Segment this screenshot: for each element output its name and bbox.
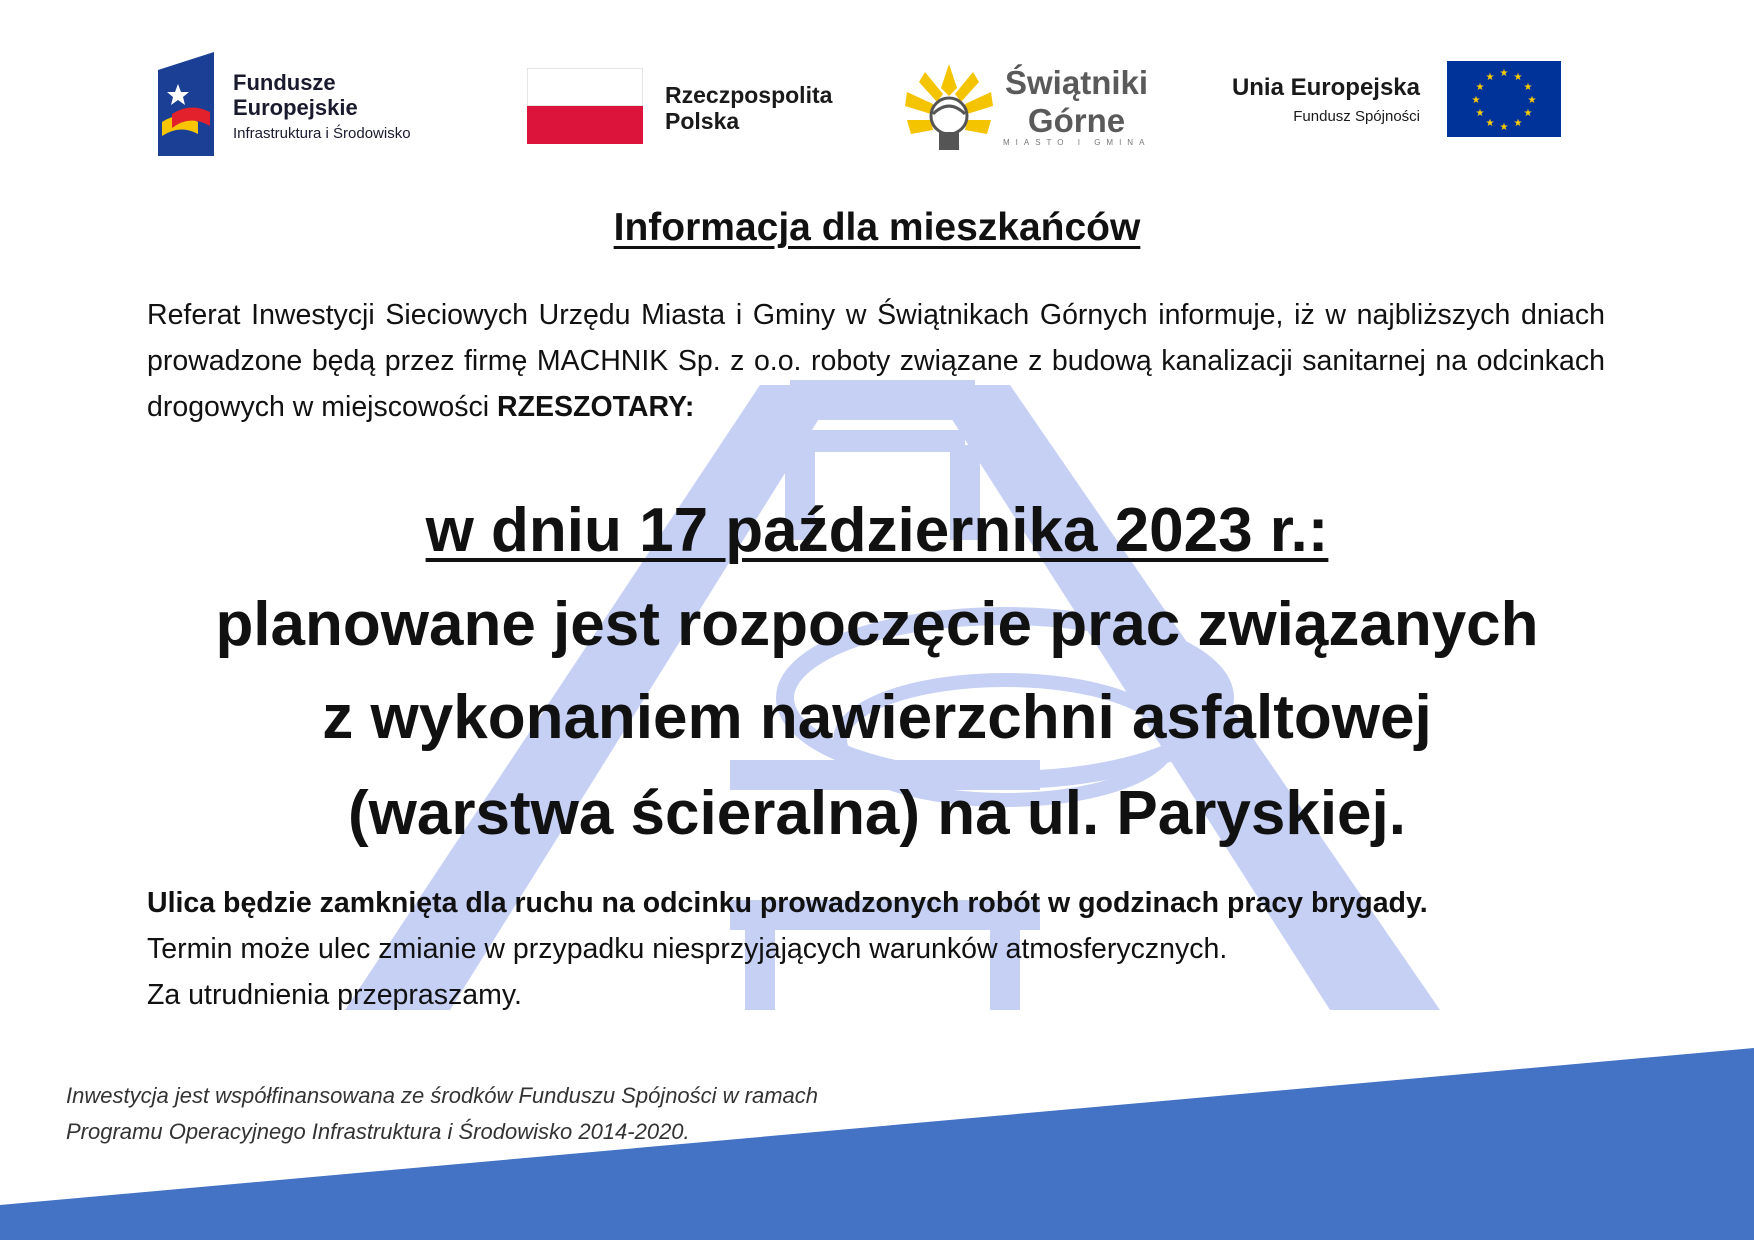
funding-note: [66, 1078, 818, 1150]
fe-subtitle: Infrastruktura i Środowisko: [233, 125, 411, 142]
rp-line-2: Polska: [665, 108, 740, 134]
fe-mark-icon: [158, 52, 214, 156]
sg-tagline: MIASTO I GMINA: [1003, 138, 1151, 147]
closing-line-3: Za utrudnienia przepraszamy.: [147, 979, 522, 1011]
polish-flag-icon: [527, 68, 643, 144]
svg-text:★: ★: [1471, 95, 1481, 106]
announcement-date: w dniu 17 października 2023 r.:: [425, 496, 1329, 565]
sg-line-1: Świątniki: [1005, 64, 1149, 101]
svg-text:★: ★: [1485, 118, 1495, 129]
closing-line-1: Ulica będzie zamknięta dla ruchu na odcinku prowadzonych robót w godzinach pracy brygady.: [147, 887, 1428, 919]
sg-logo-text: [1005, 64, 1148, 140]
sg-line-2: Górne: [1027, 102, 1126, 139]
page-title: Informacja dla mieszkańców: [613, 206, 1141, 249]
eu-flag-icon: [1447, 61, 1561, 137]
intro-paragraph: [147, 292, 1605, 430]
ue-subtitle: Fundusz Spójności: [1293, 108, 1420, 125]
funding-note-line-2: Programu Operacyjnego Infrastruktura i Środowisko 2014-2020.: [66, 1119, 690, 1144]
fe-title-1: Fundusze: [233, 70, 336, 95]
fe-logo-text: [233, 70, 411, 145]
svg-text:★: ★: [1523, 82, 1533, 93]
intro-text: Referat Inwestycji Sieciowych Urzędu Miasta i Gminy w Świątnikach Górnych informuje, iż w najbliższych dniach prowadzone będą przez firmę MACHNIK Sp. z o.o. roboty związane z budową kanalizacji sanitarnej na odcinkach drogowych w miejscowości: [147, 299, 1605, 423]
fe-title-2: Europejskie: [233, 95, 358, 120]
svg-text:★: ★: [1485, 72, 1495, 83]
ue-title: Unia Europejska: [1231, 74, 1420, 101]
closing-line-2: Termin może ulec zmianie w przypadku niesprzyjających warunków atmosferycznych.: [147, 933, 1228, 965]
announcement-line-1: planowane jest rozpoczęcie prac związanych: [215, 590, 1539, 659]
svg-text:★: ★: [1499, 122, 1509, 133]
svg-text:★: ★: [1527, 95, 1537, 106]
rp-logo-text: [665, 82, 832, 134]
rp-line-1: Rzeczpospolita: [665, 82, 833, 108]
svg-text:★: ★: [1499, 68, 1509, 79]
funding-note-line-1: Inwestycja jest współfinansowana ze środków Funduszu Spójności w ramach: [66, 1083, 819, 1108]
svg-text:★: ★: [1513, 118, 1523, 129]
ue-logo-text: [1220, 74, 1420, 128]
announcement-line-3: (warstwa ścieralna) na ul. Paryskiej.: [348, 779, 1406, 848]
svg-text:★: ★: [1523, 108, 1533, 119]
swiatniki-gorne-crest-icon: [903, 58, 995, 154]
svg-text:★: ★: [1513, 72, 1523, 83]
intro-place: RZESZOTARY:: [497, 391, 695, 423]
announcement-line-2: z wykonaniem nawierzchni asfaltowej: [322, 683, 1432, 752]
svg-text:★: ★: [1475, 82, 1485, 93]
svg-text:★: ★: [1475, 108, 1485, 119]
closing-block: [147, 880, 1428, 1018]
